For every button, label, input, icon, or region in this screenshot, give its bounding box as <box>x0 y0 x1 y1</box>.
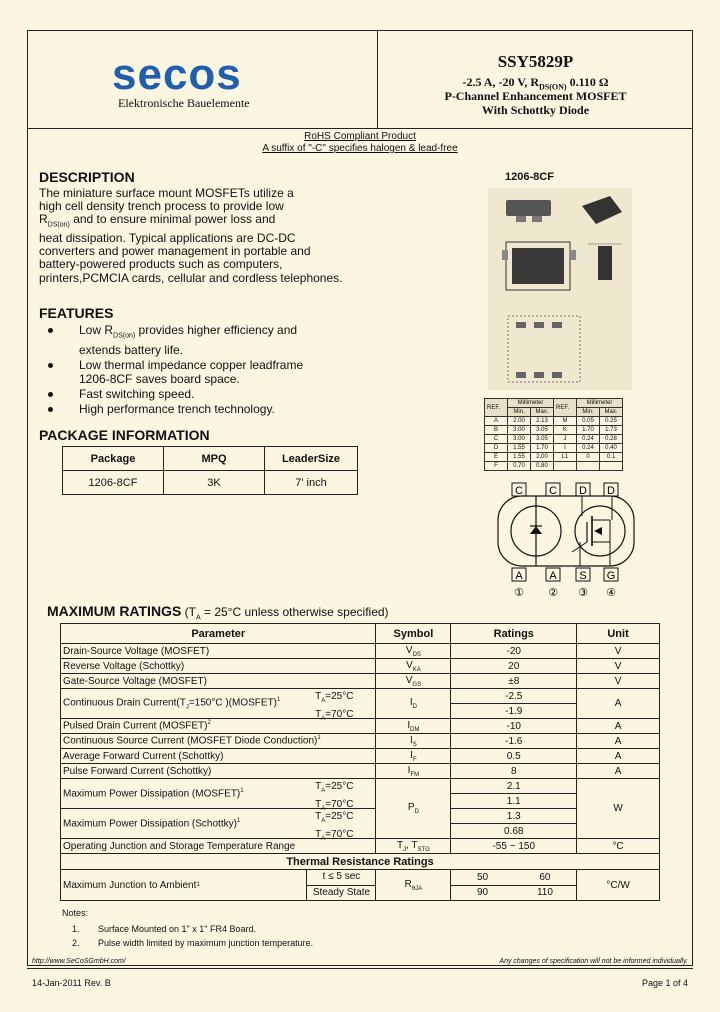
table-row: 0.68 <box>61 824 660 839</box>
table-row: 1.1 <box>61 794 660 809</box>
table-row: 90 110 <box>61 885 660 901</box>
spec-line-2: P-Channel Enhancement MOSFET <box>444 89 627 103</box>
table-row: Gate-Source Voltage (MOSFET) $V_{GS}$ ±8 V <box>61 674 660 689</box>
pin-label: G <box>606 570 616 582</box>
features-title: FEATURES <box>39 305 114 321</box>
package-end-view <box>598 246 612 280</box>
bullet-icon <box>48 328 53 333</box>
pin-number: ④ <box>606 586 616 599</box>
footer-line <box>27 968 693 969</box>
pin-label: D <box>579 485 587 497</box>
package-label: 1206-8CF <box>505 171 554 183</box>
notes-title: Notes: <box>62 908 89 918</box>
features-list <box>48 323 368 416</box>
header-unit: Unit <box>577 624 660 644</box>
pin-number: ① <box>514 586 524 599</box>
description-title: DESCRIPTION <box>39 169 135 185</box>
table-row: Maximum Junction to Ambient 1 t ≤ 5 sec Steady State $R_{\theta JA}$ 50 60 °C/W <box>61 870 660 886</box>
max-ratings-heading: MAXIMUM RATINGS ($T_A = 25^\circ C$ unless otherwise specified) <box>47 603 389 622</box>
table-row: Continuous Source Current (MOSFET Diode Conduction)$^1$ $I_S$ -1.6 A <box>61 734 660 749</box>
feature-item: Low $R_{DS(on)}$ provides higher efficiency and extends battery life. <box>48 323 368 357</box>
footer-page: Page 1 of 4 <box>641 978 688 988</box>
table-row: Operating Junction and Storage Temperature Range $T_J$, $T_{STG}$ -55 ~ 150 °C <box>61 839 660 854</box>
max-ratings-table <box>60 623 660 901</box>
package-header: Package <box>63 447 164 471</box>
dimension-table: REF. Millimeter REF. Millimeter Min. Max. Min. Max. A 2.00 2.13 M 0.05 0.25 B 3.00 3.05 K 1.70 1.73 C 3.00 3.05 J 0.24 0.28 D 1.55 1.70 I 0.24 0.40 E 1.55 2.00 L1 0 0.1 F 0.70 0.80 <box>484 398 623 471</box>
package-info-table <box>62 446 358 495</box>
mpq-header: MPQ <box>164 447 265 471</box>
thermal-title: Thermal Resistance Ratings <box>61 854 660 870</box>
footer-url[interactable]: http://www.SeCoSGmbH.com/ <box>32 958 126 965</box>
pin-label: A <box>549 570 557 582</box>
bullet-icon <box>48 392 53 397</box>
pin-label: A <box>515 570 523 582</box>
footer-date: 14-Jan-2011 Rev. B <box>32 978 111 988</box>
table-row: Drain-Source Voltage (MOSFET) $V_{DS}$ -20 V <box>61 644 660 659</box>
table-row: Pulse Forward Current (Schottky) $I_{FM}$ 8 A <box>61 764 660 779</box>
note-2: 2. Pulse width limited by maximum junction temperature. <box>72 938 314 948</box>
package-info-title: PACKAGE INFORMATION <box>39 427 210 443</box>
header-parameter: Parameter <box>61 624 376 644</box>
logo-subtitle: Elektronische Bauelemente <box>118 96 250 110</box>
pin-number: ② <box>548 586 558 599</box>
description-text: The miniature surface mount MOSFETs utilize a high cell density trench process to provide low $R_{DS(on)}$ and to ensure minimal power loss and heat dissipation. Typical applications are DC-DC converters and power management in portable and battery-powered products such as computers, printers,PCMCIA cards, cellular and cordless telephones. <box>39 186 343 285</box>
pin-number: ③ <box>578 586 588 599</box>
part-number: SSY5829P <box>497 52 574 71</box>
spec-line-1: -2.5 A, -20 V, $R_{DS(ON)}$ 0.110 Ω <box>462 75 609 92</box>
header-divider <box>27 128 693 129</box>
table-row: Continuous Drain $Current(T_J=150^\circ C$ )(MOSFET)$^1$ $T_A=25^\circ C$ $T_A=70^\circ C$ $I_D$ -2.5 A <box>61 689 660 704</box>
table-row: Maximum Power Dissipation (Schottky)$^1$ $T_A=25^\circ C$ $T_A=70^\circ C$ 1.3 <box>61 809 660 824</box>
bullet-icon <box>48 407 53 412</box>
feature-item: Low thermal impedance copper leadframe 1206-8CF saves board space. <box>48 358 368 386</box>
secos-logo <box>112 55 282 95</box>
pin-label: C <box>515 485 523 497</box>
rohs-line-1: RoHS Compliant Product <box>304 131 416 142</box>
leadersize-header: LeaderSize <box>265 447 358 471</box>
table-row: -1.9 <box>61 704 660 719</box>
footer-disclaimer: Any changes of specification will not be informed individually. <box>499 958 688 965</box>
table-row: Reverse Voltage (Schottky) $V_{KA}$ 20 V <box>61 659 660 674</box>
header-symbol: Symbol <box>376 624 451 644</box>
spec-line-3: With Schottky Diode <box>481 103 590 117</box>
pinout-schematic <box>492 482 642 602</box>
pin-label: S <box>579 570 587 582</box>
bullet-icon <box>48 363 53 368</box>
table-row: Average Forward Current (Schottky) $I_F$ 0.5 A <box>61 749 660 764</box>
table-row: Maximum Power Dissipation (MOSFET)$^1$ $T_A=25^\circ C$ $T_A=70^\circ C$ $P_D$ 2.1 W <box>61 779 660 794</box>
rohs-line-2: A suffix of "-C" specifies halogen & lead-free <box>262 143 458 154</box>
header-ratings: Ratings <box>451 624 577 644</box>
pin-label: C <box>549 485 557 497</box>
leadersize-value: 7' inch <box>265 471 358 495</box>
package-outline <box>498 496 634 566</box>
note-1: 1. Surface Mounted on 1" x 1" FR4 Board. <box>72 924 256 934</box>
logo-text: secos <box>112 55 242 95</box>
package-side-view <box>506 200 551 216</box>
mpq-value: 3K <box>164 471 265 495</box>
feature-item: High performance trench technology. <box>48 402 368 416</box>
table-row: Pulsed Drain Current (MOSFET)$^2$ $I_{DM}$ -10 A <box>61 719 660 734</box>
pin-label: D <box>607 485 615 497</box>
package-drawing <box>488 188 632 390</box>
package-value: 1206-8CF <box>63 471 164 495</box>
schottky-diode-icon <box>530 526 542 534</box>
feature-item: Fast switching speed. <box>48 387 368 401</box>
